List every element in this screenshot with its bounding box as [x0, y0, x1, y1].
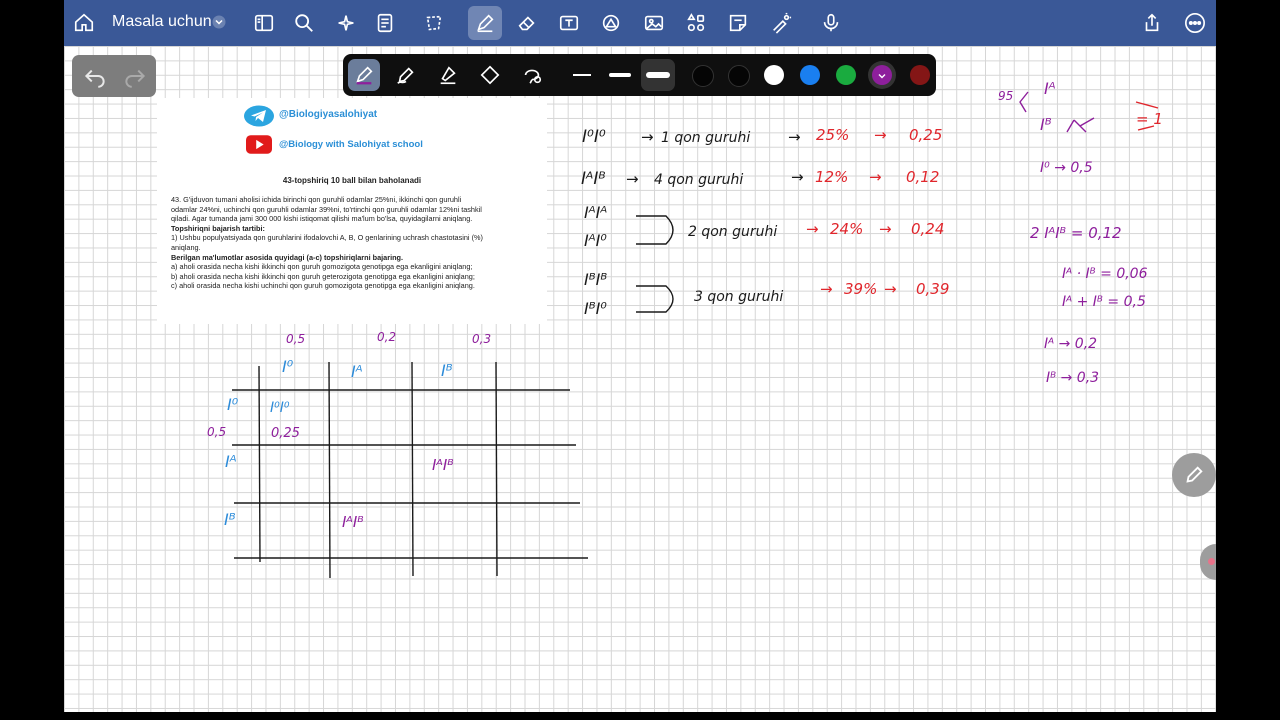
side-equals-1: = 1	[1136, 110, 1163, 128]
row1-arrow2: →	[788, 128, 801, 146]
cell-12-genotype: IᴬIᴮ	[432, 456, 454, 474]
problem-line: 43. G'ijduvon tumani aholisi ichida birinchi qon guruhli odamlar 25%ni, ikkinchi qon guruhli	[171, 195, 462, 204]
row2-arrow: →	[626, 170, 639, 188]
row4-group: 3 qon guruhi	[694, 289, 784, 305]
row3-arrow2: →	[879, 220, 892, 238]
shapes-icon[interactable]	[597, 9, 625, 37]
telegram-handle: @Biologiyasalohiyat	[279, 109, 378, 120]
row4-bracket	[636, 286, 673, 312]
app-window	[64, 0, 1216, 712]
row3-group: 2 qon guruhi	[688, 224, 778, 240]
chevron-down-icon[interactable]	[212, 15, 226, 29]
row4-frequency: 0,39	[916, 280, 950, 298]
row1-percent: 25%	[816, 126, 850, 144]
problem-line: aniqlang.	[171, 242, 201, 252]
problem-line: b) aholi orasida necha kishi ikkinchi qon guruh geterozigota genotipga ega ekanligini aniqlang;	[171, 271, 475, 281]
grid-line-v1	[259, 366, 260, 562]
side-eq1: 2 IᴬIᴮ = 0,12	[1030, 224, 1122, 242]
col-value-0: 0,5	[286, 332, 306, 346]
top-bar	[64, 0, 1216, 46]
punnett-grid	[232, 362, 588, 578]
row2-arrow3: →	[869, 168, 882, 186]
problem-line: a) aholi orasida necha kishi ikkinchi qon guruh gomozigota genotipga ega ekanligini aniqlang;	[171, 262, 473, 272]
row4-arrow2: →	[884, 280, 897, 298]
cell-00-genotype: I⁰I⁰	[270, 400, 290, 416]
row-value-0: 0,5	[207, 425, 227, 439]
sparkle-icon[interactable]	[332, 9, 360, 37]
row2-arrow2: →	[791, 168, 804, 186]
side-ib-value: Iᴮ → 0,3	[1046, 370, 1100, 386]
row3-frequency: 0,24	[911, 220, 945, 238]
row1-arrow3: →	[874, 126, 887, 144]
side-scribble	[1067, 118, 1094, 132]
side-i0: I⁰ → 0,5	[1040, 160, 1093, 176]
row2-group: 4 qon guruhi	[654, 172, 744, 188]
floating-pen-button[interactable]	[1172, 453, 1216, 497]
problem-title: 43-topshiriq 10 ball bilan baholanadi	[282, 176, 422, 185]
sidebar-icon[interactable]	[250, 9, 278, 37]
side-ib: Iᴮ	[1040, 115, 1052, 134]
row3-alleles-a: IᴬIᴬ	[584, 203, 608, 222]
text-icon[interactable]	[555, 9, 583, 37]
side-ia: Iᴬ	[1044, 79, 1056, 98]
cell-00-value: 0,25	[271, 426, 300, 441]
row1-arrow: →	[641, 128, 654, 146]
side-ia-value: Iᴬ → 0,2	[1044, 336, 1098, 352]
home-icon[interactable]	[70, 9, 98, 37]
row3-percent: 24%	[830, 220, 864, 238]
laser-pointer-icon[interactable]	[767, 9, 795, 37]
problem-line: qiladi. Agar tumanda jami 300 000 kishi istiqomat qilishi ma'lum bo'lsa, quyidagilarni aniqlang.	[171, 214, 473, 224]
microphone-icon[interactable]	[817, 9, 845, 37]
row1-alleles: I⁰I⁰	[582, 127, 606, 147]
side-eq2: Iᴬ · Iᴮ = 0,06	[1062, 266, 1148, 282]
row2-percent: 12%	[815, 168, 849, 186]
row1-frequency: 0,25	[909, 126, 943, 144]
problem-line: odamlar 24%ni, uchinchi qon guruhli odamlar 39%ni, to'rtinchi qon guruhli odamlar 12%ni tashkil	[171, 204, 482, 214]
problem-line: 1) Ushbu populyatsiyada qon guruhlarini ifodalovchi A, B, O genlarining uchrash chastotasini (%)	[171, 233, 483, 243]
side-eq3: Iᴬ + Iᴮ = 0,5	[1062, 294, 1146, 310]
grid-line-v3	[412, 362, 413, 576]
more-icon[interactable]	[1181, 9, 1209, 37]
lasso-icon[interactable]	[420, 9, 448, 37]
handwritten-ink-layer	[64, 46, 1216, 712]
row2-frequency: 0,12	[906, 168, 940, 186]
row4-arrow: →	[820, 280, 833, 298]
grid-line-v4	[496, 362, 497, 576]
row4-percent: 39%	[844, 280, 878, 298]
side-bracket	[1020, 92, 1028, 112]
col-header-1: Iᴬ	[351, 362, 363, 381]
col-header-2: Iᴮ	[441, 361, 453, 380]
youtube-channel: @Biology with Salohiyat school	[279, 139, 423, 150]
col-header-0: I⁰	[282, 357, 294, 376]
sticky-note-icon[interactable]	[724, 9, 752, 37]
row4-alleles-a: IᴮIᴮ	[584, 270, 608, 289]
row2-alleles: IᴬIᴮ	[581, 169, 606, 189]
row3-arrow: →	[806, 220, 819, 238]
row-header-1: Iᴬ	[225, 452, 237, 471]
side-95: 95	[998, 89, 1014, 103]
document-icon[interactable]	[371, 9, 399, 37]
problem-line: Berilgan ma'lumotlar asosida quyidagi (a-c) topshiriqlarni bajaring.	[171, 252, 404, 262]
document-title[interactable]: Masala uchun	[112, 13, 212, 30]
problem-line: Topshiriqni bajarish tartibi:	[171, 223, 265, 233]
row3-alleles-b: IᴬI⁰	[584, 231, 607, 250]
pen-icon[interactable]	[468, 6, 502, 40]
elements-icon[interactable]	[682, 9, 710, 37]
image-icon[interactable]	[640, 9, 668, 37]
grid-line-v2	[329, 362, 330, 578]
pencil-icon	[1183, 464, 1205, 486]
share-icon[interactable]	[1138, 9, 1166, 37]
row4-alleles-b: IᴮI⁰	[584, 299, 607, 318]
row-header-0: I⁰	[227, 395, 239, 414]
row1-group: 1 qon guruhi	[661, 130, 751, 146]
cell-21-genotype: IᴬIᴮ	[342, 513, 364, 531]
row3-bracket	[636, 216, 673, 244]
search-icon[interactable]	[290, 9, 318, 37]
col-value-2: 0,3	[472, 332, 492, 346]
row-header-2: Iᴮ	[224, 510, 236, 529]
problem-line: c) aholi orasida necha kishi uchinchi qon guruh gomozigota genotipga ega ekanligini aniqlang.	[171, 281, 475, 291]
eraser-icon[interactable]	[513, 9, 541, 37]
col-value-1: 0,2	[377, 330, 397, 344]
note-canvas[interactable]	[64, 46, 1216, 712]
